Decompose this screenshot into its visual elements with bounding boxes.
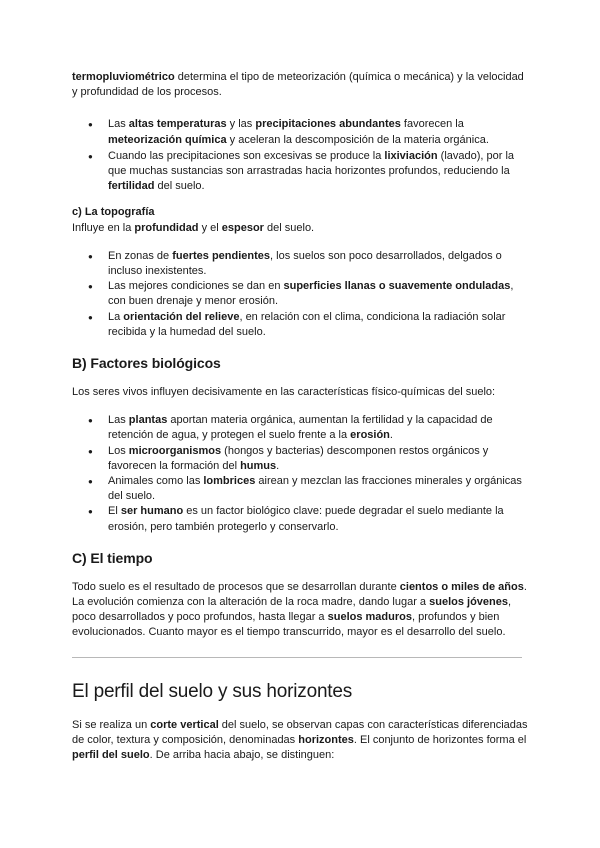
list-item: ● Las plantas aportan materia orgánica, aumentan la fertilidad y la capacidad de retención de agua, y protegen el suelo frente a la erosión. <box>72 413 530 443</box>
bold-text: termopluviométrico <box>72 71 175 83</box>
topography-list <box>72 249 530 340</box>
profile-heading: El perfil del suelo y sus horizontes <box>72 680 353 702</box>
climate-list <box>72 117 530 194</box>
list-item: ● Cuando las precipitaciones son excesivas se produce la lixiviación (lavado), por la que muchas sustancias son arrastradas hacia horizontes profundos, reduciendo la fertilidad del suelo. <box>72 149 530 195</box>
list-item: ● Las mejores condiciones se dan en superficies llanas o suavemente onduladas, con buen drenaje y menor erosión. <box>72 279 530 309</box>
intro-paragraph <box>72 70 530 100</box>
biological-heading: B) Factores biológicos <box>72 355 221 372</box>
list-item: ● La orientación del relieve, en relación con el clima, condiciona la radiación solar recibida y la humedad del suelo. <box>72 310 530 340</box>
section-divider <box>72 657 522 658</box>
text-run: determina el tipo de meteorización (química o mecánica) y la velocidad y profundidad de los procesos. <box>72 71 524 99</box>
topography-heading: c) La topografía <box>72 206 155 219</box>
biological-intro: Los seres vivos influyen decisivamente en las características físico-químicas del suelo: <box>72 386 496 399</box>
list-item: ● El ser humano es un factor biológico clave: puede degradar el suelo mediante la erosión, pero también protegerlo y conservarlo. <box>72 504 530 534</box>
list-item: ● Los microorganismos (hongos y bacterias) descomponen restos orgánicos y favorecen la formación del humus. <box>72 444 530 474</box>
list-item: ● Las altas temperaturas y las precipitaciones abundantes favorecen la meteorización química y aceleran la descomposición de la materia orgánica. <box>72 117 530 147</box>
list-item: ● En zonas de fuertes pendientes, los suelos son poco desarrollados, delgados o incluso inexistentes. <box>72 249 530 279</box>
profile-paragraph: Si se realiza un corte vertical del suelo, se observan capas con características diferenciadas de color, textura y composición, denominadas horizontes. El conjunto de horizontes forma el perfil del suelo. De arriba hacia abajo, se distinguen: <box>72 718 528 762</box>
biological-list <box>72 413 530 535</box>
topography-intro: Influye en la profundidad y el espesor del suelo. <box>72 221 315 234</box>
list-item: ● Animales como las lombrices airean y mezclan las fracciones minerales y orgánicas del suelo. <box>72 474 530 504</box>
document-page <box>72 70 530 763</box>
time-paragraph: Todo suelo es el resultado de procesos que se desarrollan durante cientos o miles de años. La evolución comienza con la alteración de la roca madre, dando lugar a suelos jóvenes, poco desarrollados y poco profundos, hasta llegar a suelos maduros, profundos y bien evolucionados. Cuanto mayor es el tiempo transcurrido, mayor es el desarrollo del suelo. <box>72 580 527 639</box>
time-heading: C) El tiempo <box>72 549 153 566</box>
